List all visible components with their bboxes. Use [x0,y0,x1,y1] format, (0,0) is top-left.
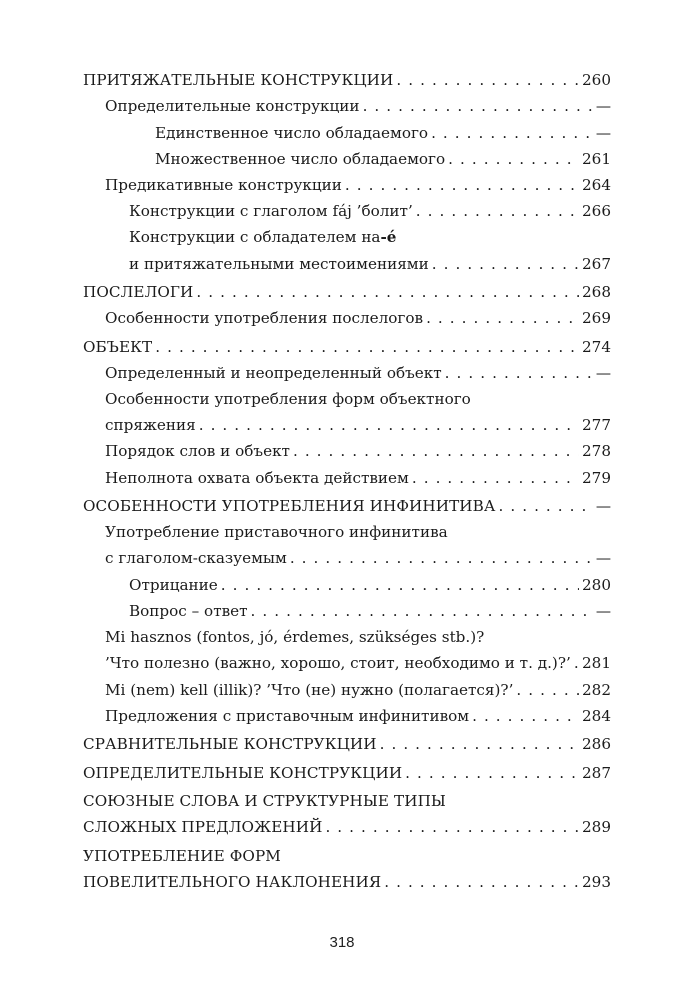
toc-entry-title: Особенности употребления послелогов [105,309,424,328]
toc-entry-page: 282 [582,680,611,699]
toc-entry-page: 279 [582,468,611,487]
dot-leader [384,869,579,895]
toc-entry-page: 277 [582,416,611,435]
page-number: 318 [329,934,355,951]
toc-entry [83,465,611,491]
table-of-contents [83,65,611,895]
dot-leader [345,172,579,198]
toc-entry-title: СРАВНИТЕЛЬНЫЕ КОНСТРУКЦИИ [83,735,377,754]
toc-entry [83,493,611,519]
toc-entry-page: 286 [582,735,611,754]
toc-entry-page: 289 [582,818,611,837]
toc-entry [83,438,611,464]
toc-entry-title-line1: Особенности употребления форм объектного [105,389,471,408]
toc-entry-title-line1: УПОТРЕБЛЕНИЕ ФОРМ [83,846,281,865]
toc-entry-title: Предложения с приставочным инфинитивом [105,706,470,725]
toc-entry-title: ПРИТЯЖАТЕЛЬНЫЕ КОНСТРУКЦИИ [83,71,394,90]
dot-leader [432,251,579,277]
dot-leader [251,598,593,624]
toc-entry-page: — [595,363,611,382]
toc-entry [83,703,611,729]
toc-entry-title: Определенный и неопределенный объект [105,363,442,382]
dot-leader [431,120,593,146]
toc-entry-title-suffix: -é [380,228,397,247]
toc-entry-page: 267 [582,254,611,273]
dot-leader [199,412,579,438]
toc-entry-title: ОПРЕДЕЛИТЕЛЬНЫЕ КОНСТРУКЦИИ [83,763,403,782]
toc-entry-page: — [595,601,611,620]
toc-entry-title-line2: с глаголом-сказуемым [105,549,287,568]
toc-entry-page: 268 [582,283,611,301]
toc-entry-page: 293 [582,872,611,891]
toc-entry-title-line1: Конструкции с обладателем на [129,228,381,247]
dot-leader [499,493,593,519]
toc-entry-title: Предикативные конструкции [105,175,342,194]
toc-entry-title: ОСОБЕННОСТИ УПОТРЕБЛЕНИЯ ИНФИНИТИВА [83,497,496,515]
toc-entry-title-line2: и притяжательными местоимениями [129,254,429,273]
toc-entry-title: Отрицание [129,575,218,594]
toc-entry-title-line2: ПОВЕЛИТЕЛЬНОГО НАКЛОНЕНИЯ [83,872,382,891]
toc-entry-page: 264 [582,175,611,194]
toc-entry-title: ОБЪЕКТ [83,337,153,356]
toc-entry [83,334,611,360]
toc-entry [83,519,611,572]
dot-leader [221,572,579,598]
dot-leader [416,198,579,224]
dot-leader [405,760,579,786]
dot-leader [448,146,579,172]
toc-entry [83,760,611,786]
dot-leader [293,438,579,464]
dot-leader [396,67,579,93]
toc-entry-title: ПОСЛЕЛОГИ [83,283,194,301]
toc-entry-title-line1: СОЮЗНЫЕ СЛОВА И СТРУКТУРНЫЕ ТИПЫ [83,791,446,810]
dot-leader [412,465,579,491]
dot-leader [472,703,579,729]
dot-leader [380,731,579,757]
toc-entry-title: Конструкции с глаголом fáj ’болит’ [129,202,413,221]
toc-entry-page: 260 [582,71,611,90]
toc-entry [83,386,611,439]
toc-entry [83,67,611,93]
toc-entry [83,677,611,703]
toc-entry-title-line1: Mi hasznos (fontos, jó, érdemes, szükséges stb.)? [105,628,485,647]
toc-entry [83,120,611,146]
toc-entry [83,788,611,841]
toc-entry [83,279,611,305]
toc-entry-title: Определительные конструкции [105,97,360,116]
toc-entry-title: Порядок слов и объект [105,442,290,461]
toc-entry-page: 281 [582,654,611,673]
toc-entry-page: 278 [582,442,611,461]
toc-entry-page: 269 [582,309,611,328]
toc-entry [83,843,611,896]
toc-entry-title: Единственное число обладаемого [155,123,429,142]
toc-entry-title-line2: СЛОЖНЫХ ПРЕДЛОЖЕНИЙ [83,818,323,837]
toc-entry-page: 261 [582,149,611,168]
toc-entry-page: — [595,497,611,515]
toc-entry [83,146,611,172]
dot-leader [574,650,579,676]
toc-entry-page: 266 [582,202,611,221]
toc-entry [83,731,611,757]
toc-entry-page: — [595,549,611,568]
toc-entry [83,93,611,119]
toc-entry-title: Неполнота охвата объекта действием [105,468,409,487]
dot-leader [445,360,593,386]
toc-entry [83,305,611,331]
toc-entry [83,598,611,624]
dot-leader [290,545,593,571]
dot-leader [363,93,593,119]
dot-leader [155,334,579,360]
toc-entry-title: Вопрос – ответ [129,601,248,620]
toc-entry [83,572,611,598]
toc-entry-page: 280 [582,575,611,594]
toc-entry-title: Множественное число обладаемого [155,149,446,168]
toc-entry-page: — [595,123,611,142]
dot-leader [196,279,579,305]
toc-entry-title-line1: Употребление приставочного инфинитива [105,523,448,542]
toc-entry-page: 274 [582,337,611,356]
toc-entry [83,360,611,386]
toc-entry-title-line2: ’Что полезно (важно, хорошо, стоит, необходимо и т. д.)?’ [105,654,571,673]
dot-leader [426,305,579,331]
toc-entry-page: 287 [582,763,611,782]
toc-entry-title-line2: спряжения [105,416,196,435]
toc-entry [83,198,611,224]
toc-entry [83,624,611,677]
toc-entry [83,172,611,198]
toc-entry-page: — [595,97,611,116]
dot-leader [516,677,579,703]
toc-entry-title: Mi (nem) kell (illik)? ’Что (не) нужно (полагается)?’ [105,680,514,699]
toc-entry-page: 284 [582,706,611,725]
dot-leader [325,814,579,840]
toc-entry [83,224,611,277]
